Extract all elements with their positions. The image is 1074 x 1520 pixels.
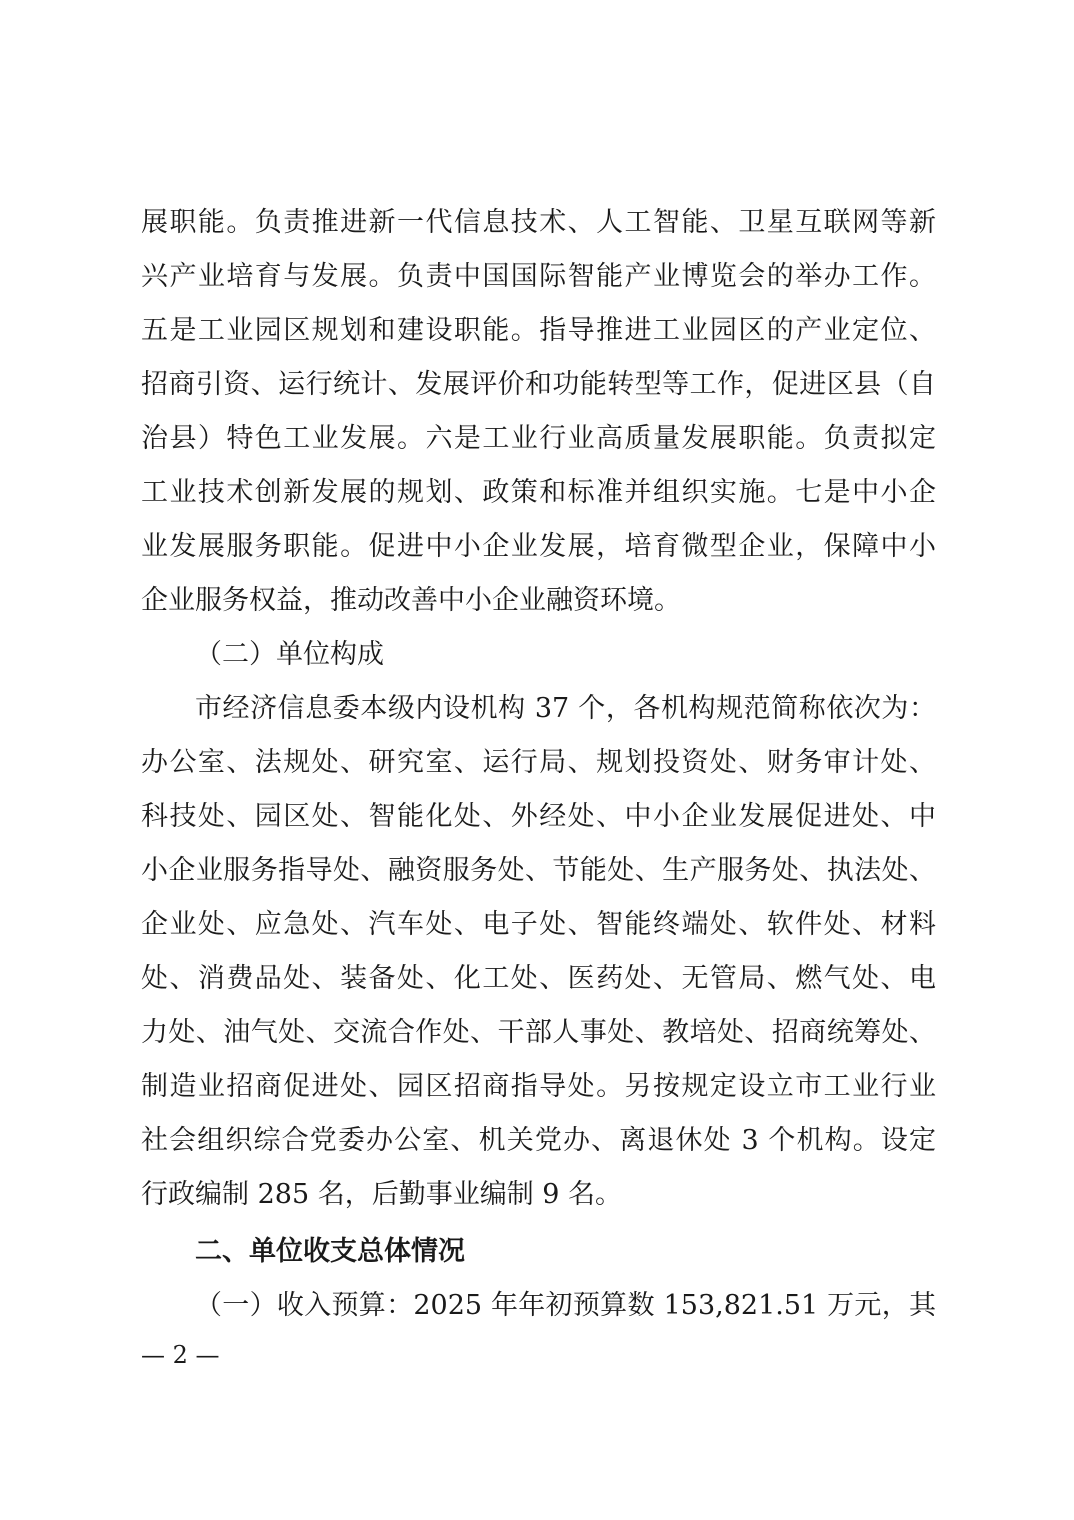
text-line: 力处、油气处、交流合作处、干部人事处、教培处、招商统筹处、 [141, 1017, 936, 1048]
text-line: 制造业招商促进处、园区招商指导处。另按规定设立市工业行业 [141, 1071, 936, 1102]
section-heading: （二）单位构成 [195, 639, 384, 670]
text-line: 业发展服务职能。促进中小企业发展，培育微型企业，保障中小 [141, 531, 936, 562]
text-line: 社会组织综合党委办公室、机关党办、离退休处 3 个机构。设定 [141, 1125, 936, 1156]
text-line: 小企业服务指导处、融资服务处、节能处、生产服务处、执法处、 [141, 855, 936, 886]
text-line: 企业服务权益，推动改善中小企业融资环境。 [141, 585, 681, 616]
text-line: 五是工业园区规划和建设职能。指导推进工业园区的产业定位、 [141, 315, 936, 346]
text-line: （一）收入预算：2025 年年初预算数 153,821.51 万元，其 [195, 1290, 936, 1321]
text-line: 市经济信息委本级内设机构 37 个，各机构规范简称依次为： [195, 693, 936, 724]
text-line: 处、消费品处、装备处、化工处、医药处、无管局、燃气处、电 [141, 963, 936, 994]
text-line: 兴产业培育与发展。负责中国国际智能产业博览会的举办工作。 [141, 261, 936, 292]
text-line: 办公室、法规处、研究室、运行局、规划投资处、财务审计处、 [141, 747, 936, 778]
text-line: 展职能。负责推进新一代信息技术、人工智能、卫星互联网等新 [141, 207, 936, 238]
text-line: 招商引资、运行统计、发展评价和功能转型等工作，促进区县（自 [141, 369, 936, 400]
text-line: 工业技术创新发展的规划、政策和标准并组织实施。七是中小企 [141, 477, 936, 508]
text-line: 科技处、园区处、智能化处、外经处、中小企业发展促进处、中 [141, 801, 936, 832]
text-line: 行政编制 285 名，后勤事业编制 9 名。 [141, 1179, 623, 1210]
page-number: — 2 — [141, 1341, 220, 1369]
chapter-heading: 二、单位收支总体情况 [195, 1236, 465, 1267]
text-line: 企业处、应急处、汽车处、电子处、智能终端处、软件处、材料 [141, 909, 936, 940]
text-line: 治县）特色工业发展。六是工业行业高质量发展职能。负责拟定 [141, 423, 936, 454]
